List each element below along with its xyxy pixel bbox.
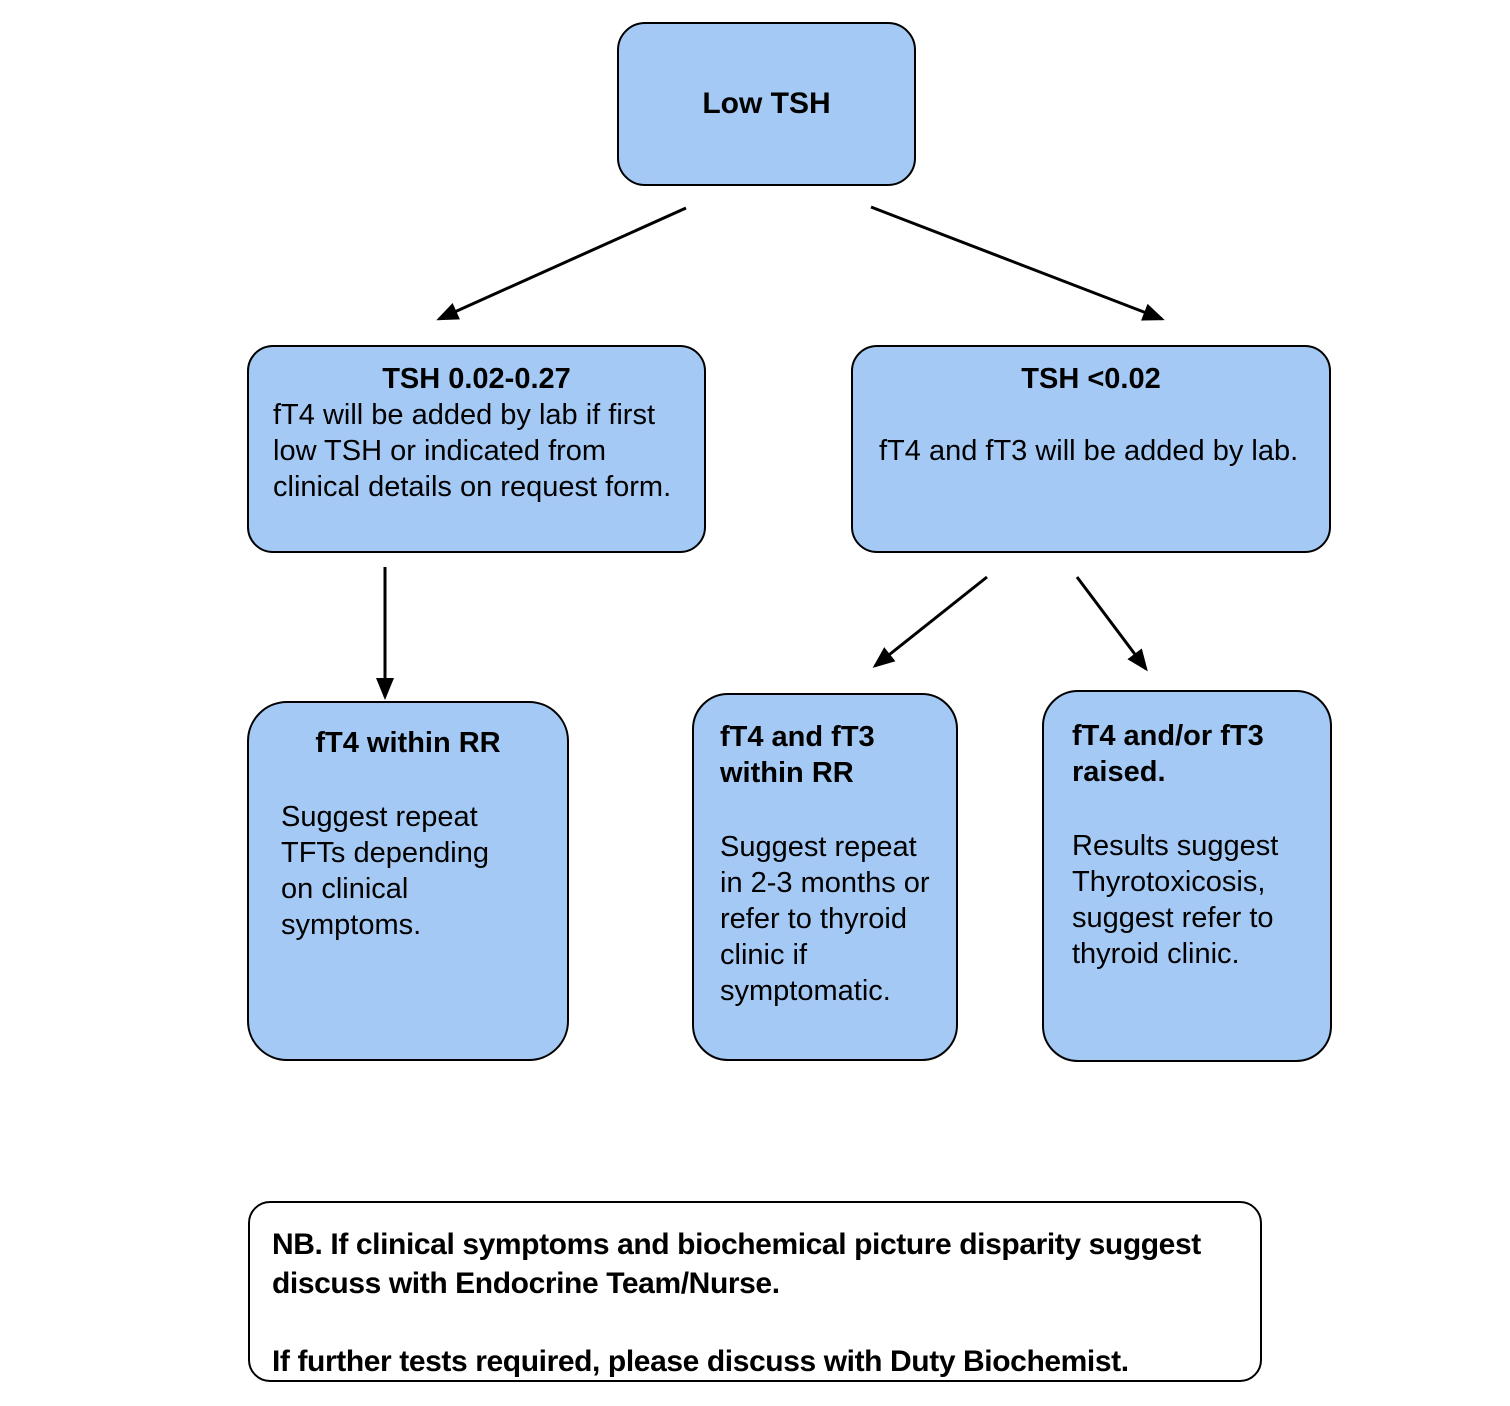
node-ft4-ft3-within-rr xyxy=(692,693,958,1061)
note-paragraph-2: If further tests required, please discuss with Duty Biochemist. xyxy=(272,1345,1129,1378)
node-tsh-0-02-0-27 xyxy=(247,345,706,553)
node-tsh-lt-0-02-title: TSH <0.02 xyxy=(1021,363,1161,395)
note-box xyxy=(248,1201,1262,1382)
node-low-tsh-title: Low TSH xyxy=(702,87,831,120)
node-ft4-within-rr-title: fT4 within RR xyxy=(315,727,501,759)
node-ft4-within-rr xyxy=(247,701,569,1061)
arrow-branch-right-to-leaf-right xyxy=(1077,577,1146,669)
node-ft4-ft3-within-rr-title: fT4 and fT3 within RR xyxy=(720,721,875,789)
node-ft4-ft3-raised-body: Results suggest Thyrotoxicosis, suggest refer to thyroid clinic. xyxy=(1072,830,1279,970)
node-ft4-ft3-within-rr-body: Suggest repeat in 2-3 months or refer to thyroid clinic if symptomatic. xyxy=(720,831,930,1007)
node-ft4-ft3-raised xyxy=(1042,690,1332,1062)
arrow-root-to-branch-right xyxy=(871,207,1162,319)
node-tsh-0-02-0-27-body: fT4 will be added by lab if first low TSH or indicated from clinical details on request form. xyxy=(273,399,672,503)
node-ft4-within-rr-body: Suggest repeat TFTs depending on clinical symptoms. xyxy=(281,801,489,941)
arrow-branch-right-to-leaf-mid xyxy=(875,577,987,666)
arrow-root-to-branch-left xyxy=(439,208,686,319)
node-tsh-0-02-0-27-title: TSH 0.02-0.27 xyxy=(382,363,571,395)
node-ft4-ft3-raised-title: fT4 and/or fT3 raised. xyxy=(1072,720,1264,788)
node-low-tsh xyxy=(617,22,916,186)
node-tsh-lt-0-02 xyxy=(851,345,1331,553)
note-paragraph-1: NB. If clinical symptoms and biochemical picture disparity suggest discuss with Endocrine Team/Nurse. xyxy=(272,1228,1201,1300)
node-tsh-lt-0-02-body: fT4 and fT3 will be added by lab. xyxy=(879,435,1299,467)
